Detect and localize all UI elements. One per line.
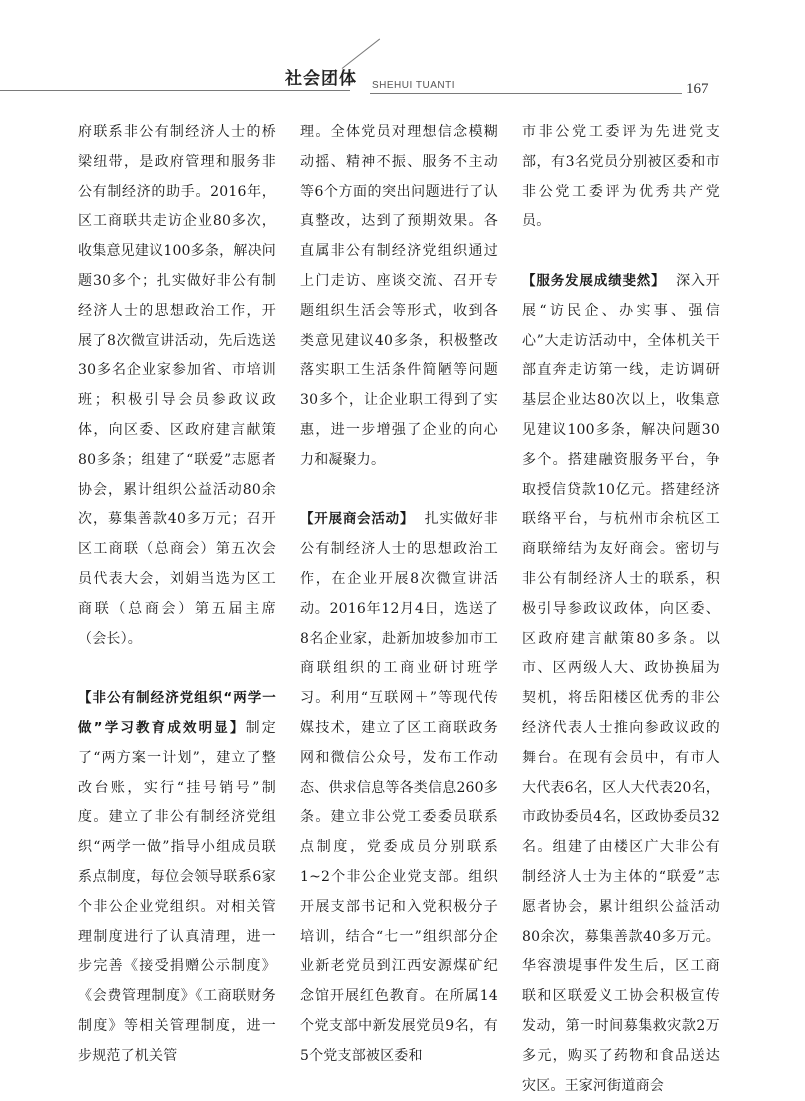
paragraph — [78, 118, 276, 654]
header-left-rule — [0, 90, 350, 91]
section-title: 社会团体 — [285, 69, 357, 89]
paragraph — [300, 118, 498, 476]
text-column-1 — [78, 118, 276, 1072]
page-number: 167 — [686, 81, 709, 97]
paragraph-gap — [78, 654, 276, 684]
paragraph — [522, 118, 720, 237]
section-heading: 【服务发展成绩斐然】 — [522, 272, 666, 289]
section-heading: 【开展商会活动】 — [300, 511, 415, 528]
text-column-2 — [300, 118, 498, 1072]
paragraph — [522, 267, 720, 1101]
paragraph-gap — [522, 237, 720, 267]
text-column-3 — [522, 118, 720, 1101]
paragraph — [300, 505, 498, 1071]
paragraph-text: 市非公党工委评为先进党支部，有3名党员分别被区委和市非公党工委评为优秀共产党员。 — [522, 124, 720, 230]
paragraph-text: 制定了“两方案一计划”，建立了整改台账，实行“挂号销号”制度。建立了非公有制经济党组织“两学一做”指导小组成员联系点制度，每位会领导联系6家个非公企业党组织。对相关管理制度进行了认真清理，进一步完善《接受捐赠公示制度》《会费管理制度》《工商联财务制度》等相关管理制度，进一步规范了机关管 — [78, 719, 277, 1064]
paragraph-text: 深入开展“访民企、办实事、强信心”大走访活动中，全体机关干部直奔走访第一线，走访调研基层企业达80次以上，收集意见建议100多条，解决问题30多个。搭建融资服务平台，争取授信贷款10亿元。搭建经济联络平台，与杭州市余杭区工商联缔结为友好商会。密切与非公有制经济人士的联系，积极引导参政议政体，向区委、区政府建言献策80多条。以市、区两级人大、政协换届为契机，将岳阳楼区优秀的非公经济代表人士推向参政议政的舞台。在现有会员中，有市人大代表6名，区人大代表20名，市政协委员4名，区政协委员32名。组建了由楼区广大非公有制经济人士为主体的“联爱”志愿者协会，累计组织公益活动80余次，募集善款40多万元。华容溃堤事件发生后，区工商联和区联爱义工协会积极宣传发动，第一时间募集救灾款2万多元，购买了药物和食品送达灾区。王家河街道商会 — [522, 272, 720, 1094]
paragraph-gap — [300, 476, 498, 506]
paragraph-text: 府联系非公有制经济人士的桥梁纽带，是政府管理和服务非公有制经济的助手。2016年，区工商联共走访企业80多次，收集意见建议100多条，解决问题30多个；扎实做好非公有制经济人士的思想政治工作，开展了8次微宣讲活动，先后选送30多名企业家参加省、市培训班；积极引导会员参政议政体，向区委、区政府建言献策80多条；组建了“联爱”志愿者协会，累计组织公益活动80余次，募集善款40多万元；召开区工商联（总商会）第五次会员代表大会，刘娟当选为区工商联（总商会）第五届主席（会长）。 — [78, 124, 276, 647]
header-right-rule — [370, 93, 682, 94]
paragraph-text: 扎实做好非公有制经济人士的思想政治工作，在企业开展8次微宣讲活动。2016年12月4日，选送了8名企业家，赴新加坡参加市工商联组织的工商业研讨班学习。利用“互联网＋”等现代传媒技术，建立了区工商联政务网和微信公众号，发布工作动态、供求信息等各类信息260多条。建立非公党工委委员联系点制度，党委成员分别联系1~2个非公企业党支部。组织开展支部书记和入党积极分子培训，结合“七一”组织部分企业新老党员到江西安源煤矿纪念馆开展红色教育。在所属14个党支部中新发展党员9名，有5个党支部被区委和 — [300, 511, 498, 1064]
section-heading: 【非公有制经济党组织“两学一做”学习教育成效明显】 — [78, 690, 276, 736]
section-subtitle: SHEHUI TUANTI — [372, 80, 455, 91]
paragraph — [78, 684, 276, 1071]
paragraph-text: 理。全体党员对理想信念模糊动摇、精神不振、服务不主动等6个方面的突出问题进行了认真整改，达到了预期效果。各直属非公有制经济党组织通过上门走访、座谈交流、召开专题组织生活会等形式，收到各类意见建议40多条，积极整改落实职工生活条件简陋等问题30多个，让企业职工得到了实惠，进一步增强了企业的向心力和凝聚力。 — [300, 124, 498, 468]
